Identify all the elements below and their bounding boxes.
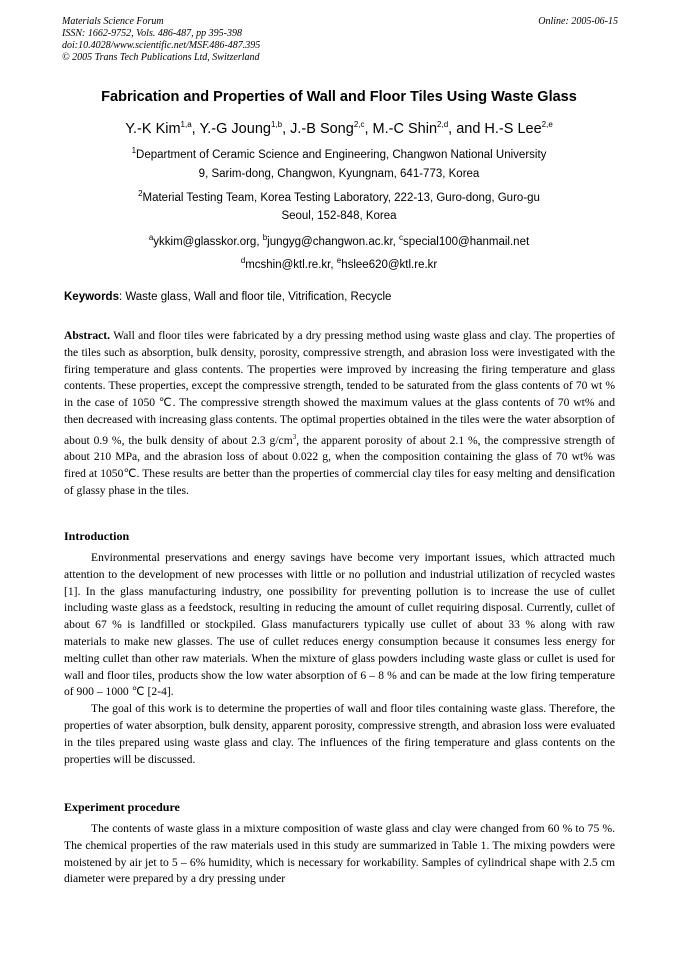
issn: ISSN: 1662-9752, Vols. 486-487, pp 395-398 [62,28,242,39]
separator: , [282,120,291,137]
author-name: H.-S Lee [484,120,542,137]
author-name: M.-C Shin [372,120,438,137]
affiliation-1-line-1 [0,146,678,161]
online-date: Online: 2005-06-15 [538,16,618,27]
email-mark: b [262,233,268,242]
superscript: 3 [292,432,297,441]
journal-name: Materials Science Forum [62,16,164,27]
author-affiliation-mark: 2,c [353,120,365,129]
author-name: Y.-K Kim [125,120,181,137]
abstract-text: Wall and floor tiles were fabricated by a dry pressing method using waste glass and clay. The properties of the tiles such as absorption, bulk density, porosity, compressive strength, and abrasion loss were investigated with the firing temperature and glass contents. The properties were improved by increasing the firing temperature and glass contents. These properties, except the compressive strength, tended to be saturated from the glass contents of 70 wt % in the case of 1050 ℃. The compressive strength showed the maximum values at the glass contents of 70 wt% and then decreased with increasing glass contents. The optimal properties obtained in the tiles were the water absorption of about 0.9 %, the bulk density of about 2.3 g/cm [64,329,615,447]
email-mark: c [399,233,404,242]
affiliation-2-line-2: Seoul, 152-848, Korea [281,210,397,222]
affiliation-text: Material Testing Team, Korea Testing Laboratory, 222-13, Guro-dong, Guro-gu [142,191,540,204]
separator: , [364,120,373,137]
email-mark: e [336,256,342,265]
author-affiliation-mark: 2,d [437,120,449,129]
separator: , [330,258,337,271]
author-name: J.-B Song [290,120,354,137]
author-affiliation-mark: 2,e [541,120,553,129]
author-affiliation-mark: 1,b [270,120,283,129]
section-heading-experiment: Experiment procedure [64,800,180,814]
keywords [64,291,391,303]
abstract-text: , the apparent porosity of about 2.1 %, the compressive strength of about 210 MPa, and the abrasion loss of about 0.022 g, when the composition containing the glass of 70 wt% was fired at 1050℃. These results are better than the properties of commercial clay tiles for easy melting and densification of glassy phase in the tiles. [64,433,616,498]
paragraph: The goal of this work is to determine the properties of wall and floor tiles containing waste glass. Therefore, the properties of water absorption, bulk density, apparent porosity, compressive strength, and abrasion loss were evaluated in the tiles prepared using waste glass and clay. The influences of the firing temperature and glass contents on the properties will be discussed. [64,702,615,766]
section-heading-introduction: Introduction [64,529,130,543]
affiliation-text: Department of Ceramic Science and Engineering, Changwon National University [136,148,547,161]
author-list [0,120,678,137]
separator: , [256,235,263,248]
copyright: © 2005 Trans Tech Publications Ltd, Switzerland [62,52,260,63]
email-mark: a [148,233,154,242]
abstract-paragraph [64,328,615,500]
email-address: special100@hanmail.net [403,235,530,248]
abstract [64,328,615,500]
email-line-1 [0,233,678,248]
email-address: jungyg@changwon.ac.kr [267,235,393,248]
affiliation-2-line-1 [0,189,678,204]
keywords-text: : Waste glass, Wall and floor tile, Vitrification, Recycle [118,291,392,303]
email-address: ykkim@glasskor.org [153,235,257,248]
separator: , [392,235,400,248]
paragraph: Environmental preservations and energy savings have become very important issues, which attracted much attention to the development of new processes with little or no pollution and industrial utilization of recycled wastes [1]. In the glass manufacturing industry, one possibility for preventing pollution is to increase the use of cullet including waste glass as a feedstock, resulting in reducing the amount of cullet requiring disposal. Currently, cullet of about 67 % is landfilled or stockpiled. Glass manufacturers typically use cullet of about 33 % along with raw materials to make new glasses. The use of cullet reduces energy consumption because it consumes less energy for melting cullet than other raw materials. When the mixture of glass powders including waste glass or cullet is used for wall and floor tiles, products show the low water absorption of 6 – 8 % and can be made at the low firing temperature of 900 – 1000 ℃ [2-4]. [64,551,615,699]
affiliation-number: 2 [138,189,143,198]
affiliation-1-line-2: 9, Sarim-dong, Changwon, Kyungnam, 641-773, Korea [198,168,480,180]
affiliation-number: 1 [131,146,137,155]
email-line-2 [0,256,678,271]
paragraph: The contents of waste glass in a mixture composition of waste glass and clay were changed from 60 % to 75 %. The chemical properties of the raw materials used in this study are summarized in Table 1. The mixing powders were moistened by air jet to 5 – 6% humidity, which is necessary for workability. Samples of cylindrical shape with 2.5 cm diameter were prepared by a dry pressing under [64,822,615,886]
separator: , and [448,120,485,137]
email-address: hslee620@ktl.re.kr [341,258,438,271]
email-address: mcshin@ktl.re.kr [245,258,331,271]
keywords-label: Keywords [64,291,119,303]
abstract-label: Abstract. [64,329,111,342]
author-name: Y.-G Joung [199,120,271,137]
separator: , [191,120,200,137]
author-affiliation-mark: 1,a [180,120,192,129]
paper-title: Fabrication and Properties of Wall and Floor Tiles Using Waste Glass [101,89,577,105]
email-mark: d [240,256,246,265]
running-header [62,16,618,64]
experiment-body [64,821,615,888]
introduction-body [64,550,615,768]
doi: doi:10.4028/www.scientific.net/MSF.486-487.395 [62,40,261,51]
